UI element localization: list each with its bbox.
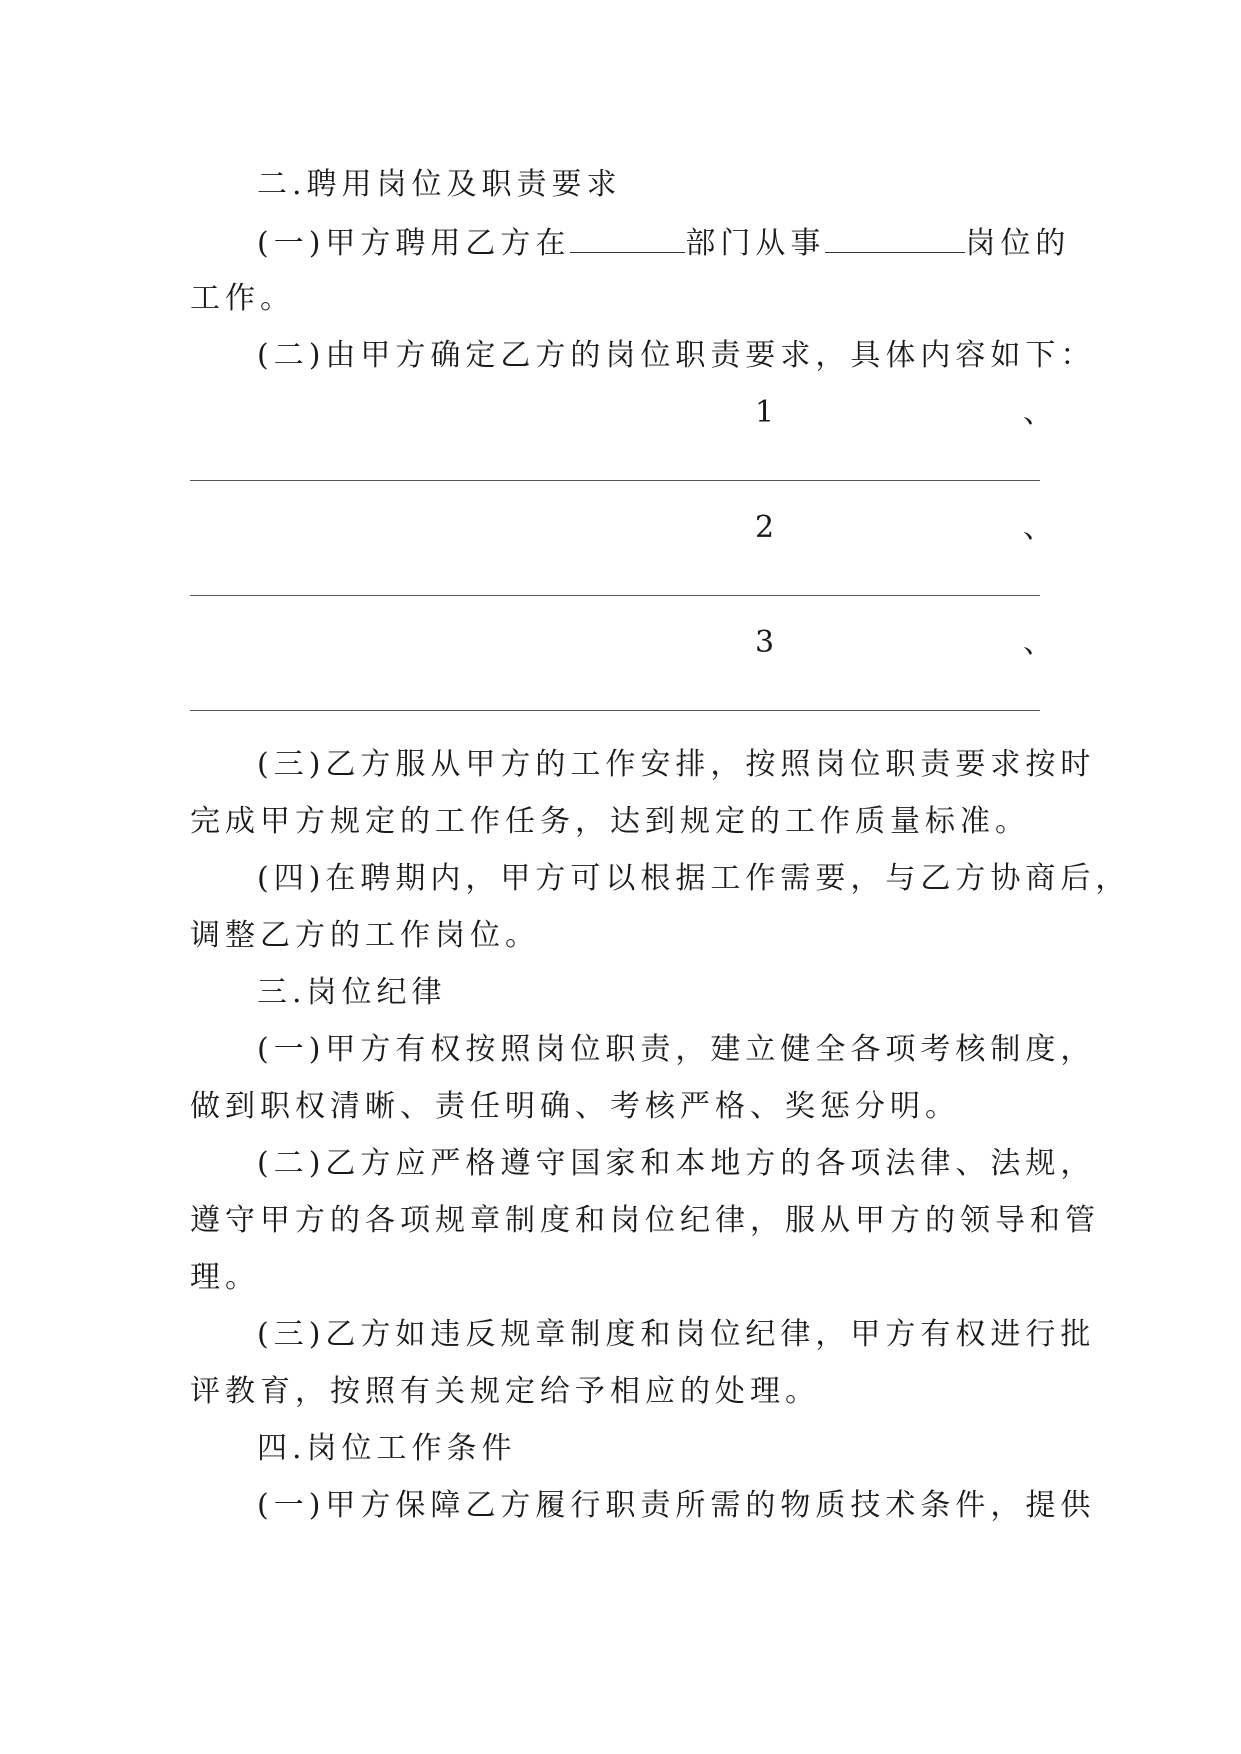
paragraph-3-1-line-1: (一)甲方有权按照岗位职责，建立健全各项考核制度，: [257, 1032, 1096, 1067]
item-1-blank-line: [190, 480, 1040, 481]
paragraph-2-4-line-2: 调整乙方的工作岗位。: [190, 918, 540, 953]
paragraph-2-4-line-1: (四)在聘期内，甲方可以根据工作需要，与乙方协商后，: [257, 861, 1131, 896]
paragraph-3-2-line-2: 遵守甲方的各项规章制度和岗位纪律，服从甲方的领导和管: [190, 1203, 1100, 1238]
paragraph-3-2-line-3: 理。: [190, 1260, 260, 1295]
paragraph-2-3-line-1: (三)乙方服从甲方的工作安排，按照岗位职责要求按时: [257, 747, 1096, 782]
item-1-mark: 、: [1023, 395, 1053, 430]
item-1-number: 1: [755, 395, 775, 430]
item-2-blank-line: [190, 595, 1040, 596]
paragraph-3-2-line-1: (二)乙方应严格遵守国家和本地方的各项法律、法规，: [257, 1146, 1096, 1181]
item-2-mark: 、: [1023, 510, 1053, 545]
section-2-heading: 二.聘用岗位及职责要求: [257, 167, 622, 202]
paragraph-3-1-line-2: 做到职权清晰、责任明确、考核严格、奖惩分明。: [190, 1089, 960, 1124]
section-4-heading: 四.岗位工作条件: [257, 1431, 517, 1466]
paragraph-2-2: (二)由甲方确定乙方的岗位职责要求，具体内容如下：: [257, 338, 1096, 373]
paragraph-2-1-line-2: 工作。: [190, 281, 295, 316]
section-3-heading: 三.岗位纪律: [257, 975, 447, 1010]
paragraph-2-1-text-c: 岗位的: [965, 226, 1071, 261]
item-2-number: 2: [755, 510, 775, 545]
paragraph-2-1-text-b: 部门从事: [685, 226, 826, 261]
paragraph-2-3-line-2: 完成甲方规定的工作任务，达到规定的工作质量标准。: [190, 804, 1030, 839]
paragraph-2-1-line-1: [257, 222, 1137, 264]
item-3-number: 3: [755, 625, 775, 660]
paragraph-3-3-line-1: (三)乙方如违反规章制度和岗位纪律，甲方有权进行批: [257, 1317, 1096, 1352]
item-3-blank-line: [190, 710, 1040, 711]
position-blank: [825, 222, 965, 253]
paragraph-4-1-line-1: (一)甲方保障乙方履行职责所需的物质技术条件，提供: [257, 1488, 1096, 1523]
paragraph-3-3-line-2: 评教育，按照有关规定给予相应的处理。: [190, 1374, 820, 1409]
paragraph-2-1-text-a: (一)甲方聘用乙方在: [257, 226, 571, 261]
department-blank: [570, 222, 685, 253]
item-3-mark: 、: [1023, 625, 1053, 660]
